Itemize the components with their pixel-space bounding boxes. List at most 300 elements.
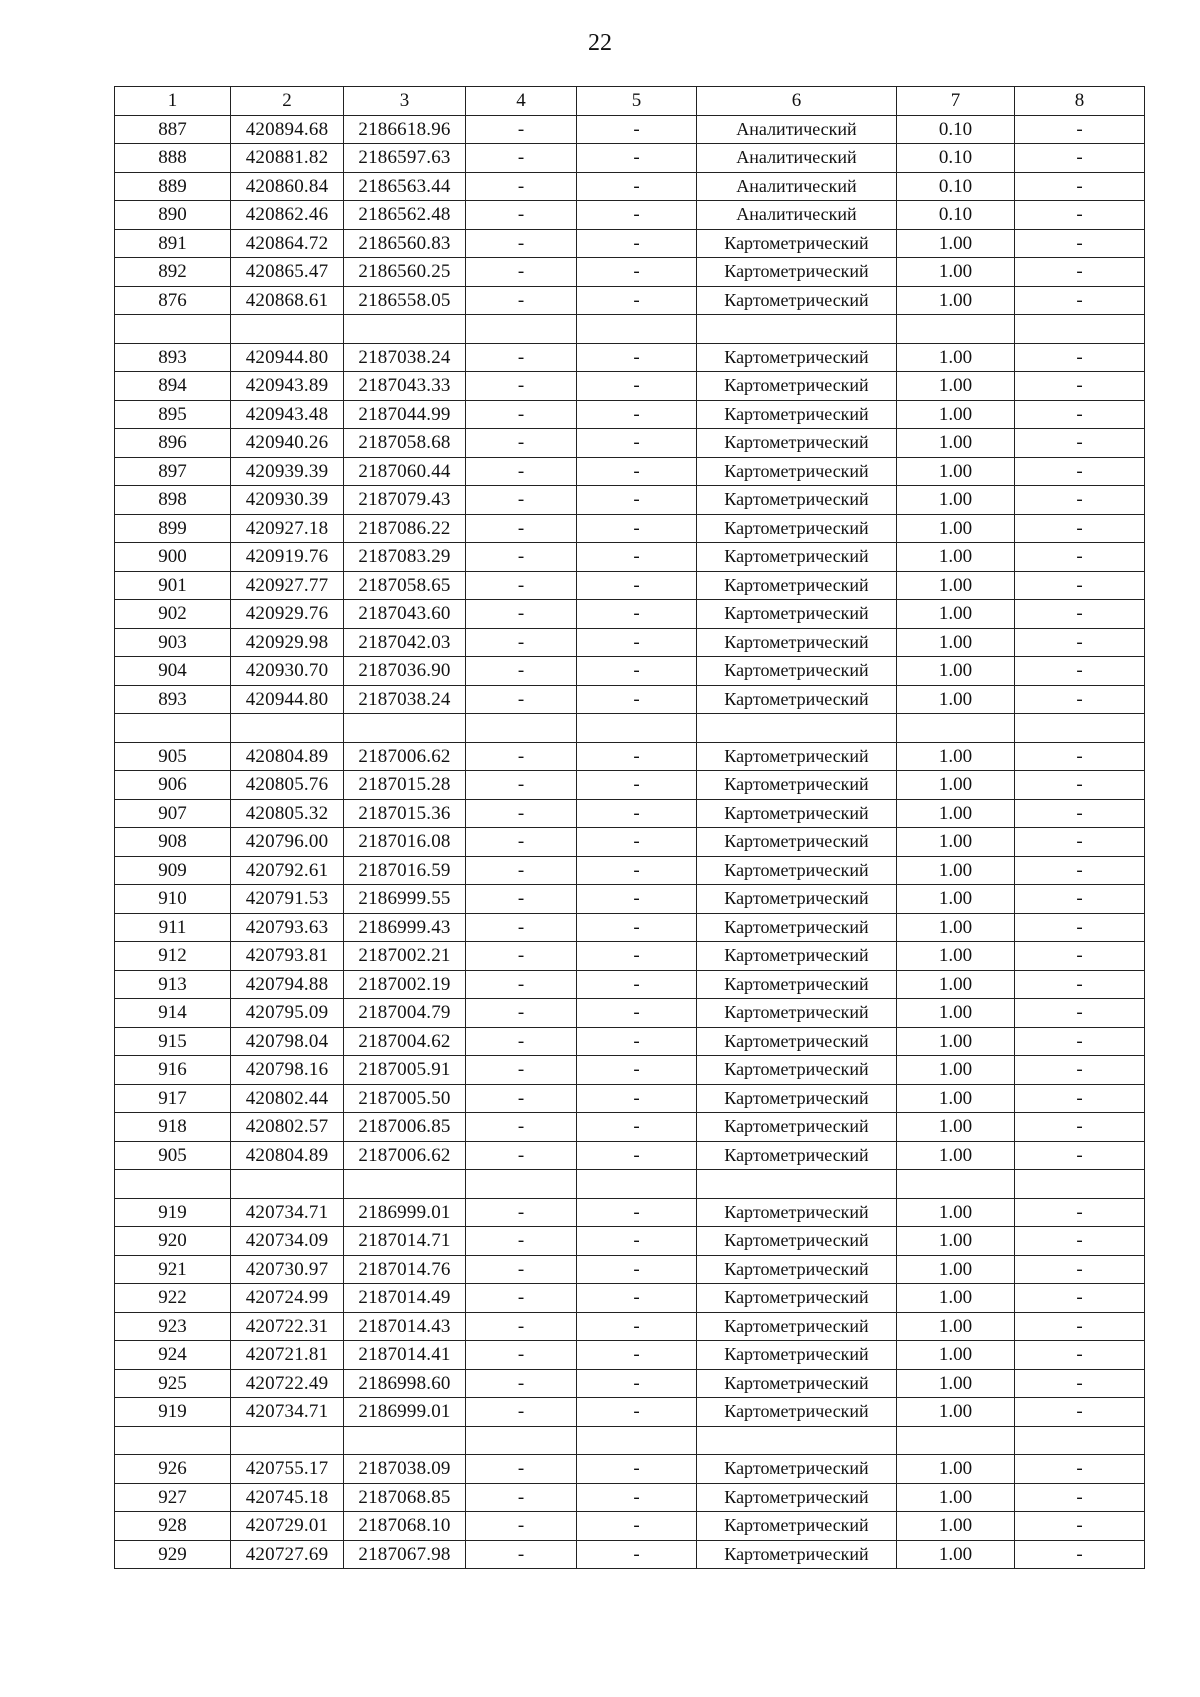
accuracy-cell	[897, 714, 1015, 743]
table-row	[115, 771, 1145, 800]
column-8-cell: -	[1015, 457, 1145, 486]
x-coordinate-cell: 420802.44	[231, 1084, 344, 1113]
table-row-separator	[115, 1426, 1145, 1455]
column-4-cell: -	[466, 258, 577, 287]
column-8-cell	[1015, 1170, 1145, 1199]
accuracy-cell: 1.00	[897, 628, 1015, 657]
column-4-cell: -	[466, 115, 577, 144]
table-row	[115, 1084, 1145, 1113]
y-coordinate-cell: 2186999.01	[344, 1398, 466, 1427]
column-5-cell: -	[577, 600, 697, 629]
method-cell: Картометрический	[697, 628, 897, 657]
table-body	[115, 115, 1145, 1569]
method-cell: Картометрический	[697, 400, 897, 429]
method-cell: Картометрический	[697, 514, 897, 543]
table-row	[115, 429, 1145, 458]
point-number-cell: 905	[115, 1141, 231, 1170]
column-8-cell	[1015, 714, 1145, 743]
accuracy-cell: 0.10	[897, 172, 1015, 201]
table-row	[115, 856, 1145, 885]
column-5-cell: -	[577, 543, 697, 572]
y-coordinate-cell: 2187016.59	[344, 856, 466, 885]
point-number-cell: 914	[115, 999, 231, 1028]
x-coordinate-cell: 420727.69	[231, 1540, 344, 1569]
column-5-cell: -	[577, 115, 697, 144]
method-cell: Картометрический	[697, 856, 897, 885]
x-coordinate-cell: 420755.17	[231, 1455, 344, 1484]
column-8-cell: -	[1015, 799, 1145, 828]
y-coordinate-cell: 2187014.43	[344, 1312, 466, 1341]
accuracy-cell	[897, 1170, 1015, 1199]
column-4-cell	[466, 1426, 577, 1455]
column-4-cell: -	[466, 1540, 577, 1569]
column-8-cell: -	[1015, 172, 1145, 201]
x-coordinate-cell: 420792.61	[231, 856, 344, 885]
x-coordinate-cell	[231, 1170, 344, 1199]
table-row	[115, 201, 1145, 230]
x-coordinate-cell: 420862.46	[231, 201, 344, 230]
column-5-cell: -	[577, 657, 697, 686]
y-coordinate-cell: 2187004.79	[344, 999, 466, 1028]
column-4-cell: -	[466, 771, 577, 800]
x-coordinate-cell: 420927.77	[231, 571, 344, 600]
accuracy-cell: 1.00	[897, 1540, 1015, 1569]
table-row	[115, 657, 1145, 686]
column-5-cell: -	[577, 1084, 697, 1113]
x-coordinate-cell	[231, 1426, 344, 1455]
table-row	[115, 913, 1145, 942]
y-coordinate-cell: 2186618.96	[344, 115, 466, 144]
column-8-cell: -	[1015, 1141, 1145, 1170]
x-coordinate-cell: 420730.97	[231, 1255, 344, 1284]
column-5-cell: -	[577, 885, 697, 914]
x-coordinate-cell: 420804.89	[231, 742, 344, 771]
y-coordinate-cell: 2187014.41	[344, 1341, 466, 1370]
table-row	[115, 600, 1145, 629]
column-8-cell: -	[1015, 571, 1145, 600]
x-coordinate-cell: 420805.32	[231, 799, 344, 828]
column-8-cell: -	[1015, 885, 1145, 914]
column-header: 6	[697, 87, 897, 116]
point-number-cell: 876	[115, 286, 231, 315]
column-8-cell: -	[1015, 201, 1145, 230]
x-coordinate-cell: 420943.89	[231, 372, 344, 401]
method-cell: Картометрический	[697, 913, 897, 942]
column-4-cell: -	[466, 1084, 577, 1113]
column-4-cell: -	[466, 913, 577, 942]
method-cell: Картометрический	[697, 457, 897, 486]
table-row	[115, 799, 1145, 828]
accuracy-cell: 1.00	[897, 1084, 1015, 1113]
accuracy-cell: 1.00	[897, 799, 1015, 828]
column-5-cell: -	[577, 514, 697, 543]
point-number-cell: 917	[115, 1084, 231, 1113]
column-4-cell: -	[466, 571, 577, 600]
point-number-cell: 897	[115, 457, 231, 486]
method-cell: Картометрический	[697, 771, 897, 800]
y-coordinate-cell: 2187038.24	[344, 685, 466, 714]
point-number-cell: 893	[115, 343, 231, 372]
x-coordinate-cell: 420894.68	[231, 115, 344, 144]
column-8-cell: -	[1015, 1398, 1145, 1427]
table-row	[115, 457, 1145, 486]
method-cell: Картометрический	[697, 685, 897, 714]
x-coordinate-cell: 420939.39	[231, 457, 344, 486]
accuracy-cell: 1.00	[897, 685, 1015, 714]
x-coordinate-cell: 420734.09	[231, 1227, 344, 1256]
table-row	[115, 343, 1145, 372]
column-8-cell	[1015, 315, 1145, 344]
method-cell: Картометрический	[697, 1455, 897, 1484]
x-coordinate-cell: 420793.81	[231, 942, 344, 971]
y-coordinate-cell: 2186597.63	[344, 144, 466, 173]
y-coordinate-cell: 2186563.44	[344, 172, 466, 201]
point-number-cell: 927	[115, 1483, 231, 1512]
column-5-cell: -	[577, 172, 697, 201]
accuracy-cell: 1.00	[897, 913, 1015, 942]
point-number-cell: 905	[115, 742, 231, 771]
accuracy-cell: 1.00	[897, 1056, 1015, 1085]
method-cell: Картометрический	[697, 999, 897, 1028]
x-coordinate-cell: 420798.16	[231, 1056, 344, 1085]
column-4-cell: -	[466, 1227, 577, 1256]
column-header: 8	[1015, 87, 1145, 116]
column-5-cell: -	[577, 343, 697, 372]
column-5-cell: -	[577, 913, 697, 942]
table-row	[115, 1312, 1145, 1341]
accuracy-cell: 1.00	[897, 258, 1015, 287]
method-cell: Картометрический	[697, 742, 897, 771]
x-coordinate-cell: 420793.63	[231, 913, 344, 942]
column-8-cell: -	[1015, 828, 1145, 857]
table-row	[115, 144, 1145, 173]
accuracy-cell: 1.00	[897, 828, 1015, 857]
column-5-cell: -	[577, 286, 697, 315]
method-cell	[697, 1426, 897, 1455]
x-coordinate-cell: 420795.09	[231, 999, 344, 1028]
table-row	[115, 1284, 1145, 1313]
table-row	[115, 1198, 1145, 1227]
column-4-cell: -	[466, 286, 577, 315]
column-4-cell: -	[466, 1369, 577, 1398]
column-4-cell: -	[466, 628, 577, 657]
method-cell: Картометрический	[697, 942, 897, 971]
point-number-cell: 909	[115, 856, 231, 885]
column-8-cell	[1015, 1426, 1145, 1455]
y-coordinate-cell	[344, 315, 466, 344]
y-coordinate-cell: 2187015.36	[344, 799, 466, 828]
point-number-cell: 919	[115, 1198, 231, 1227]
column-5-cell: -	[577, 571, 697, 600]
point-number-cell: 920	[115, 1227, 231, 1256]
column-5-cell: -	[577, 828, 697, 857]
column-8-cell: -	[1015, 970, 1145, 999]
column-5-cell: -	[577, 1113, 697, 1142]
column-4-cell: -	[466, 1284, 577, 1313]
column-header: 1	[115, 87, 231, 116]
x-coordinate-cell: 420745.18	[231, 1483, 344, 1512]
column-8-cell: -	[1015, 258, 1145, 287]
x-coordinate-cell: 420860.84	[231, 172, 344, 201]
method-cell: Картометрический	[697, 258, 897, 287]
point-number-cell: 890	[115, 201, 231, 230]
y-coordinate-cell: 2187006.85	[344, 1113, 466, 1142]
accuracy-cell: 1.00	[897, 1369, 1015, 1398]
x-coordinate-cell: 420929.76	[231, 600, 344, 629]
y-coordinate-cell: 2187068.85	[344, 1483, 466, 1512]
column-8-cell: -	[1015, 429, 1145, 458]
x-coordinate-cell: 420721.81	[231, 1341, 344, 1370]
point-number-cell: 919	[115, 1398, 231, 1427]
table-row	[115, 685, 1145, 714]
x-coordinate-cell: 420930.70	[231, 657, 344, 686]
x-coordinate-cell: 420930.39	[231, 486, 344, 515]
y-coordinate-cell: 2187002.21	[344, 942, 466, 971]
y-coordinate-cell: 2187016.08	[344, 828, 466, 857]
column-5-cell	[577, 714, 697, 743]
table-row	[115, 514, 1145, 543]
column-4-cell	[466, 714, 577, 743]
accuracy-cell: 1.00	[897, 1512, 1015, 1541]
table-row	[115, 628, 1145, 657]
method-cell: Картометрический	[697, 885, 897, 914]
column-8-cell: -	[1015, 1113, 1145, 1142]
column-8-cell: -	[1015, 343, 1145, 372]
column-4-cell: -	[466, 1113, 577, 1142]
accuracy-cell: 1.00	[897, 1398, 1015, 1427]
point-number-cell: 911	[115, 913, 231, 942]
column-8-cell: -	[1015, 1027, 1145, 1056]
accuracy-cell: 1.00	[897, 1312, 1015, 1341]
method-cell: Картометрический	[697, 1084, 897, 1113]
column-4-cell	[466, 315, 577, 344]
y-coordinate-cell: 2187004.62	[344, 1027, 466, 1056]
column-8-cell: -	[1015, 1483, 1145, 1512]
accuracy-cell: 1.00	[897, 1284, 1015, 1313]
y-coordinate-cell: 2187036.90	[344, 657, 466, 686]
accuracy-cell	[897, 315, 1015, 344]
column-4-cell: -	[466, 970, 577, 999]
column-5-cell: -	[577, 1198, 697, 1227]
x-coordinate-cell: 420791.53	[231, 885, 344, 914]
column-8-cell: -	[1015, 942, 1145, 971]
column-5-cell: -	[577, 1141, 697, 1170]
column-8-cell: -	[1015, 771, 1145, 800]
column-8-cell: -	[1015, 856, 1145, 885]
column-4-cell: -	[466, 999, 577, 1028]
method-cell: Картометрический	[697, 1398, 897, 1427]
x-coordinate-cell: 420864.72	[231, 229, 344, 258]
method-cell: Аналитический	[697, 201, 897, 230]
y-coordinate-cell: 2186558.05	[344, 286, 466, 315]
y-coordinate-cell: 2187038.09	[344, 1455, 466, 1484]
x-coordinate-cell: 420865.47	[231, 258, 344, 287]
column-4-cell: -	[466, 201, 577, 230]
column-5-cell: -	[577, 970, 697, 999]
method-cell: Картометрический	[697, 1027, 897, 1056]
column-4-cell: -	[466, 1512, 577, 1541]
table-row	[115, 1483, 1145, 1512]
method-cell: Картометрический	[697, 1113, 897, 1142]
y-coordinate-cell: 2186998.60	[344, 1369, 466, 1398]
column-8-cell: -	[1015, 229, 1145, 258]
point-number-cell: 898	[115, 486, 231, 515]
column-5-cell: -	[577, 1369, 697, 1398]
point-number-cell: 916	[115, 1056, 231, 1085]
table-row	[115, 571, 1145, 600]
y-coordinate-cell	[344, 1170, 466, 1199]
column-4-cell: -	[466, 1027, 577, 1056]
table-row	[115, 372, 1145, 401]
point-number-cell: 925	[115, 1369, 231, 1398]
method-cell: Картометрический	[697, 1198, 897, 1227]
y-coordinate-cell: 2187015.28	[344, 771, 466, 800]
column-4-cell: -	[466, 1341, 577, 1370]
column-4-cell: -	[466, 942, 577, 971]
column-8-cell: -	[1015, 685, 1145, 714]
point-number-cell: 906	[115, 771, 231, 800]
method-cell: Аналитический	[697, 115, 897, 144]
column-header: 4	[466, 87, 577, 116]
column-4-cell: -	[466, 400, 577, 429]
table-row	[115, 999, 1145, 1028]
method-cell: Картометрический	[697, 1056, 897, 1085]
table-row	[115, 486, 1145, 515]
y-coordinate-cell: 2186562.48	[344, 201, 466, 230]
y-coordinate-cell: 2187005.50	[344, 1084, 466, 1113]
y-coordinate-cell: 2187060.44	[344, 457, 466, 486]
method-cell: Картометрический	[697, 1312, 897, 1341]
column-5-cell	[577, 1170, 697, 1199]
column-4-cell: -	[466, 457, 577, 486]
y-coordinate-cell	[344, 1426, 466, 1455]
point-number-cell: 888	[115, 144, 231, 173]
table-row	[115, 970, 1145, 999]
x-coordinate-cell: 420944.80	[231, 685, 344, 714]
column-8-cell: -	[1015, 1284, 1145, 1313]
method-cell: Картометрический	[697, 571, 897, 600]
table-row	[115, 543, 1145, 572]
x-coordinate-cell: 420943.48	[231, 400, 344, 429]
column-4-cell: -	[466, 1483, 577, 1512]
x-coordinate-cell: 420919.76	[231, 543, 344, 572]
column-5-cell: -	[577, 1056, 697, 1085]
accuracy-cell: 1.00	[897, 1227, 1015, 1256]
point-number-cell: 889	[115, 172, 231, 201]
column-5-cell: -	[577, 201, 697, 230]
accuracy-cell: 1.00	[897, 1255, 1015, 1284]
table-row-separator	[115, 315, 1145, 344]
accuracy-cell: 1.00	[897, 400, 1015, 429]
accuracy-cell: 0.10	[897, 201, 1015, 230]
column-5-cell	[577, 1426, 697, 1455]
accuracy-cell: 1.00	[897, 771, 1015, 800]
table-header-row	[115, 87, 1145, 116]
column-5-cell: -	[577, 999, 697, 1028]
point-number-cell: 928	[115, 1512, 231, 1541]
method-cell: Картометрический	[697, 486, 897, 515]
table-row	[115, 885, 1145, 914]
y-coordinate-cell: 2187038.24	[344, 343, 466, 372]
point-number-cell: 892	[115, 258, 231, 287]
method-cell: Картометрический	[697, 372, 897, 401]
table-row	[115, 1455, 1145, 1484]
point-number-cell: 929	[115, 1540, 231, 1569]
y-coordinate-cell: 2187006.62	[344, 742, 466, 771]
point-number-cell: 904	[115, 657, 231, 686]
point-number-cell: 894	[115, 372, 231, 401]
column-8-cell: -	[1015, 657, 1145, 686]
column-4-cell: -	[466, 1455, 577, 1484]
column-8-cell: -	[1015, 1455, 1145, 1484]
x-coordinate-cell: 420929.98	[231, 628, 344, 657]
x-coordinate-cell: 420734.71	[231, 1198, 344, 1227]
accuracy-cell: 0.10	[897, 144, 1015, 173]
column-8-cell: -	[1015, 1198, 1145, 1227]
column-4-cell: -	[466, 799, 577, 828]
column-5-cell: -	[577, 628, 697, 657]
column-5-cell: -	[577, 457, 697, 486]
method-cell: Картометрический	[697, 1141, 897, 1170]
column-5-cell: -	[577, 400, 697, 429]
y-coordinate-cell	[344, 714, 466, 743]
column-8-cell: -	[1015, 1056, 1145, 1085]
y-coordinate-cell: 2186999.01	[344, 1198, 466, 1227]
column-5-cell: -	[577, 771, 697, 800]
point-number-cell: 921	[115, 1255, 231, 1284]
table-row	[115, 1056, 1145, 1085]
column-header: 5	[577, 87, 697, 116]
column-4-cell: -	[466, 1056, 577, 1085]
column-4-cell: -	[466, 685, 577, 714]
y-coordinate-cell: 2187005.91	[344, 1056, 466, 1085]
column-4-cell: -	[466, 828, 577, 857]
point-number-cell: 922	[115, 1284, 231, 1313]
accuracy-cell: 1.00	[897, 970, 1015, 999]
column-5-cell: -	[577, 1341, 697, 1370]
column-8-cell: -	[1015, 400, 1145, 429]
y-coordinate-cell: 2187043.60	[344, 600, 466, 629]
column-4-cell: -	[466, 372, 577, 401]
point-number-cell	[115, 315, 231, 344]
point-number-cell: 901	[115, 571, 231, 600]
accuracy-cell: 1.00	[897, 457, 1015, 486]
column-8-cell: -	[1015, 372, 1145, 401]
method-cell	[697, 315, 897, 344]
accuracy-cell: 1.00	[897, 742, 1015, 771]
point-number-cell	[115, 1426, 231, 1455]
point-number-cell: 903	[115, 628, 231, 657]
method-cell: Картометрический	[697, 229, 897, 258]
accuracy-cell: 1.00	[897, 885, 1015, 914]
column-8-cell: -	[1015, 1369, 1145, 1398]
column-8-cell: -	[1015, 1255, 1145, 1284]
accuracy-cell: 1.00	[897, 1027, 1015, 1056]
method-cell: Картометрический	[697, 1341, 897, 1370]
column-4-cell: -	[466, 1312, 577, 1341]
column-5-cell: -	[577, 1398, 697, 1427]
point-number-cell: 923	[115, 1312, 231, 1341]
column-8-cell: -	[1015, 1341, 1145, 1370]
y-coordinate-cell: 2187006.62	[344, 1141, 466, 1170]
coordinates-table	[114, 86, 1145, 1569]
accuracy-cell: 1.00	[897, 486, 1015, 515]
x-coordinate-cell	[231, 315, 344, 344]
y-coordinate-cell: 2187014.71	[344, 1227, 466, 1256]
column-5-cell: -	[577, 856, 697, 885]
accuracy-cell: 1.00	[897, 1141, 1015, 1170]
table-row	[115, 1512, 1145, 1541]
